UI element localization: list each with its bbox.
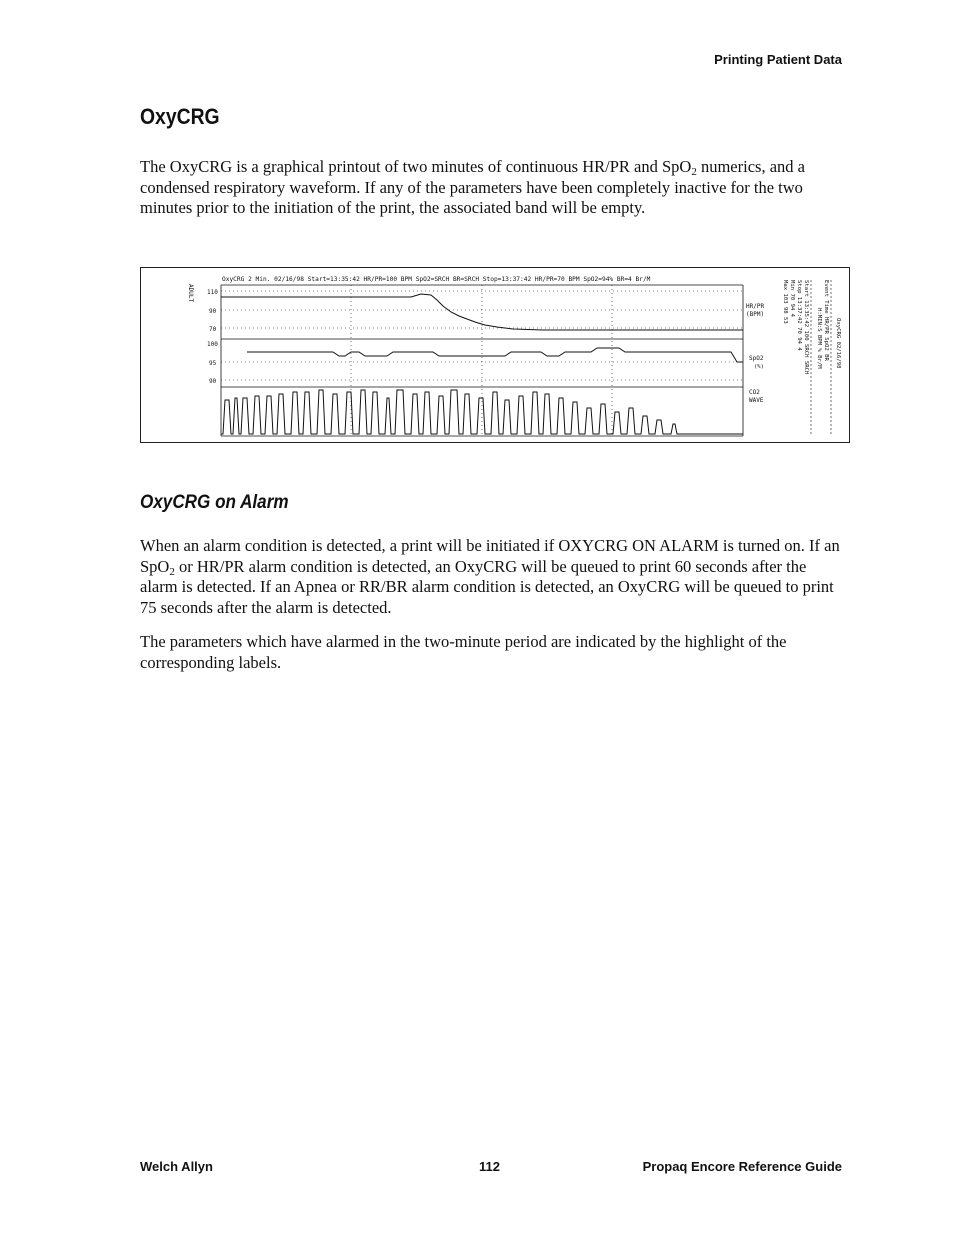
summary-table-units: H:MIN:S BPM % Br/M (816, 308, 822, 369)
spo2-band-unit: (%) (754, 364, 764, 370)
summary-row-max: Max 103 98 53 (782, 280, 788, 324)
patient-mode-label: ADULT (187, 284, 194, 303)
hr-trend-line (221, 294, 743, 330)
footer-guide-title: Propaq Encore Reference Guide (642, 1159, 842, 1174)
subsection-title: OxyCRG on Alarm (140, 492, 289, 513)
hr-band-label: HR/PR (746, 303, 765, 310)
running-header: Printing Patient Data (714, 52, 842, 67)
intro-text-1: The OxyCRG is a graphical printout of two minutes of continuous HR/PR and SpO (140, 157, 692, 176)
co2-band-label-2: WAVE (749, 397, 764, 404)
co2-band-label: CO2 (749, 389, 760, 396)
hr-tick-70: 70 (209, 326, 217, 333)
summary-table-title: OxyCRG 02/16/98 (835, 318, 841, 369)
highlight-paragraph: The parameters which have alarmed in the two-minute period are indicated by the highlight of the corresponding labels. (140, 632, 787, 672)
spo2-band-label: SpO2 (749, 355, 764, 362)
footer-company: Welch Allyn (140, 1159, 213, 1174)
summary-row-min: Min 70 94 4 (789, 280, 795, 318)
alarm-text-2: or HR/PR alarm condition is detected, an OxyCRG will be queued to print 60 seconds after the alarm is detected. If an Apnea or RR/BR alarm condition is detected, an OxyCRG will be queued to print 75 seconds after the alarm is detected. (140, 556, 834, 617)
hr-band-unit: (BPM) (746, 311, 765, 318)
section-title: OxyCRG (140, 104, 220, 129)
summary-row-stop: Stop 13:37:42 70 94 4 (796, 280, 802, 351)
alarm-text-1: When an alarm condition is detected, a print will be initiated if OXYCRG ON ALARM is turned on. If an SpO (140, 536, 840, 576)
summary-row-start: Start 13:35:42 100 SRCH SRCH (803, 280, 809, 375)
intro-paragraph (140, 157, 844, 219)
hr-tick-90: 90 (209, 308, 217, 315)
oxycrg-printout-figure (140, 267, 850, 443)
printout-header-line: OxyCRG 2 Min. 02/16/98 Start=13:35:42 HR/PR=100 BPM SpO2=SRCH BR=SRCH Stop=13:37:42 HR/PR=70 BPM SpO2=94% BR=4 Br/M (222, 276, 651, 283)
alarm-subscript: 2 (169, 565, 175, 578)
spo2-tick-100: 100 (207, 341, 218, 348)
intro-text-2: numerics, and a condensed respiratory waveform. If any of the parameters have been completely inactive for the two minutes prior to the initiation of the print, the associated band will be empty. (140, 157, 805, 217)
alarm-paragraph (140, 536, 844, 618)
intro-subscript: 2 (691, 166, 697, 178)
footer-page-number: 112 (479, 1159, 500, 1174)
hr-tick-110: 110 (207, 289, 218, 296)
oxycrg-printout-graphic (141, 268, 851, 444)
gridlines (221, 285, 743, 436)
spo2-trend-line (247, 348, 743, 362)
summary-table-header: Event Time HR/PR SpO2 BR (823, 280, 829, 361)
co2-waveform (221, 390, 743, 434)
spo2-tick-95: 95 (209, 360, 217, 367)
spo2-tick-90: 90 (209, 378, 217, 385)
